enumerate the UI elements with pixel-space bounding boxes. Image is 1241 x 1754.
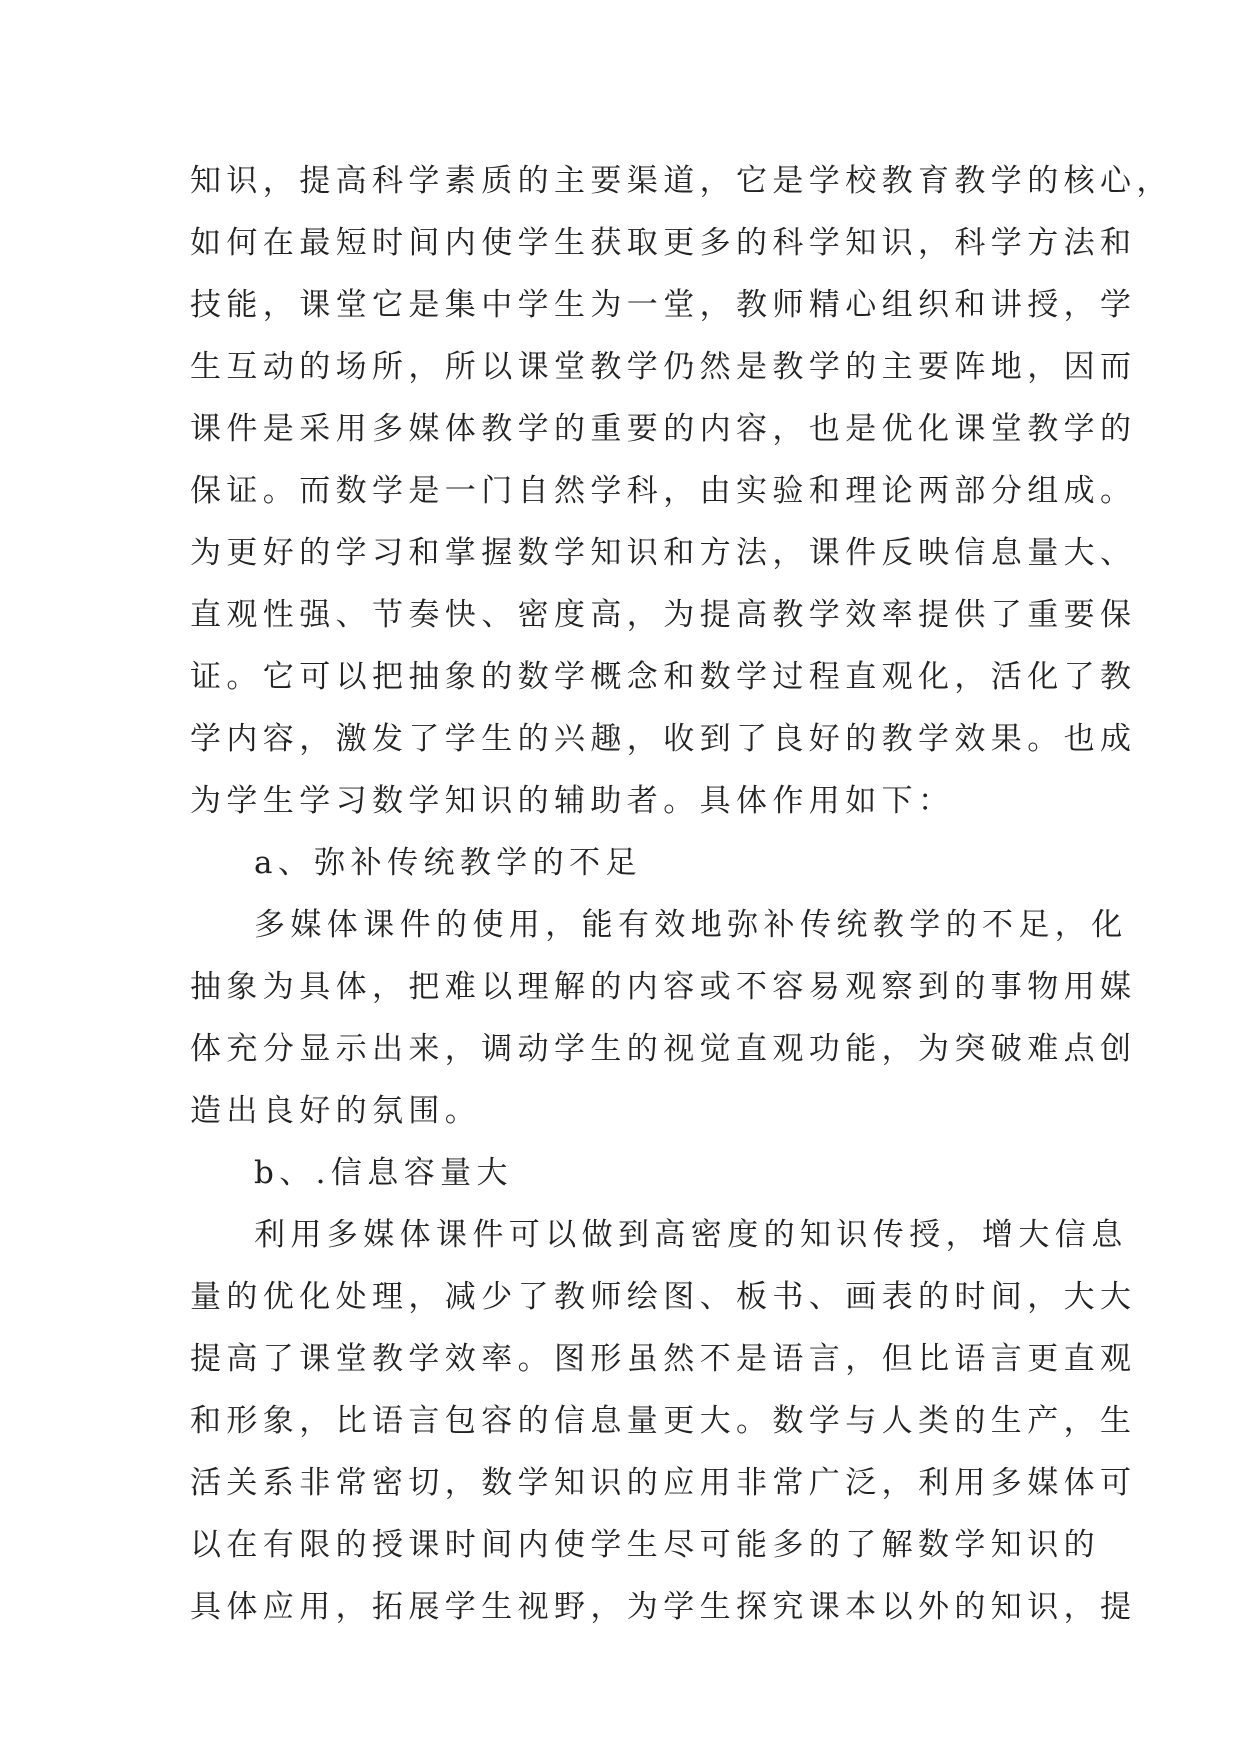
text-line: 技能，课堂它是集中学生为一堂，教师精心组织和讲授，学 — [190, 287, 1137, 323]
text-line: 量的优化处理，减少了教师绘图、板书、画表的时间，大大 — [190, 1279, 1137, 1315]
text-line: 抽象为具体，把难以理解的内容或不容易观察到的事物用媒 — [190, 969, 1137, 1005]
text-line: 知识，提高科学素质的主要渠道，它是学校教育教学的核心， — [190, 163, 1173, 199]
text-line: 学内容，激发了学生的兴趣，收到了良好的教学效果。也成 — [190, 721, 1137, 757]
text-line: 直观性强、节奏快、密度高，为提高教学效率提供了重要保 — [190, 597, 1137, 633]
text-line: 和形象，比语言包容的信息量更大。数学与人类的生产，生 — [190, 1403, 1137, 1439]
section-heading-b: b、.信息容量大 — [254, 1155, 513, 1191]
text-line: 课件是采用多媒体教学的重要的内容，也是优化课堂教学的 — [190, 411, 1137, 447]
text-line: 以在有限的授课时间内使学生尽可能多的了解数学知识的 — [190, 1527, 1100, 1563]
text-line: 为更好的学习和掌握数学知识和方法，课件反映信息量大、 — [190, 535, 1137, 571]
text-line: 造出良好的氛围。 — [190, 1093, 482, 1129]
section-heading-a: a、弥补传统教学的不足 — [254, 845, 642, 881]
text-line: 提高了课堂教学效率。图形虽然不是语言，但比语言更直观 — [190, 1341, 1137, 1377]
text-line: 如何在最短时间内使学生获取更多的科学知识，科学方法和 — [190, 225, 1137, 261]
text-line: 保证。而数学是一门自然学科，由实验和理论两部分组成。 — [190, 473, 1137, 509]
text-line: 证。它可以把抽象的数学概念和数学过程直观化，活化了教 — [190, 659, 1137, 695]
paragraph-first-line: 利用多媒体课件可以做到高密度的知识传授，增大信息 — [254, 1217, 1128, 1253]
text-line: 活关系非常密切，数学知识的应用非常广泛，利用多媒体可 — [190, 1465, 1137, 1501]
text-line: 生互动的场所，所以课堂教学仍然是教学的主要阵地，因而 — [190, 349, 1137, 385]
body-text — [190, 150, 1173, 1638]
text-line: 具体应用，拓展学生视野，为学生探究课本以外的知识，提 — [190, 1589, 1137, 1625]
paragraph-first-line: 多媒体课件的使用，能有效地弥补传统教学的不足，化 — [254, 907, 1128, 943]
text-line: 为学生学习数学知识的辅助者。具体作用如下： — [190, 783, 955, 819]
text-line: 体充分显示出来，调动学生的视觉直观功能，为突破难点创 — [190, 1031, 1137, 1067]
